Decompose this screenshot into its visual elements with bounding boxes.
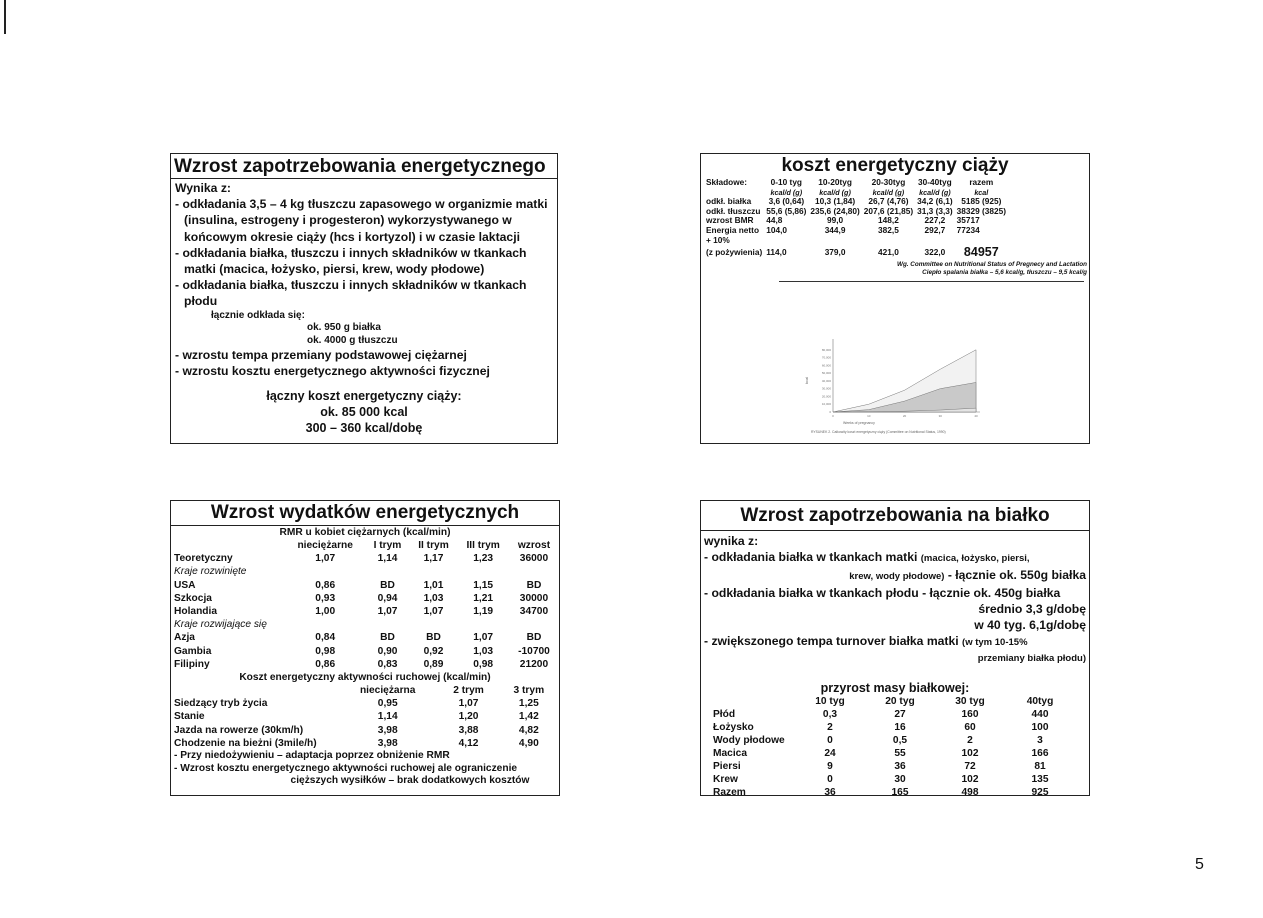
table-row [709, 747, 1075, 760]
bullet-item [704, 633, 1086, 651]
total-daily: 300 – 360 kcal/dobę [305, 420, 423, 435]
table-row [171, 658, 559, 671]
column-header: III trym [466, 540, 500, 551]
table-cell: 0,5 [892, 735, 908, 746]
bullet-continuation [704, 567, 1086, 585]
bullet-item: - wzrostu tempa przemiany podstawowej ciężarnej [175, 348, 467, 363]
header-label: Składowe: [706, 177, 748, 187]
bullet-continuation: w 40 tyg. 6,1g/dobę [974, 618, 1086, 632]
y-tick-label: 10,000 [821, 402, 831, 407]
bullet-item: - odkładania białka, tłuszczu i innych składników w tkankach płodu [175, 278, 527, 309]
table-row [171, 631, 559, 644]
table-cell: 55,6 (5,86) [766, 205, 807, 216]
rmr-table-title: RMR u kobiet ciężarnych (kcal/min) [279, 527, 451, 538]
table-cell: 160 [961, 709, 979, 720]
table-cell: 292,7 [924, 224, 946, 235]
table-cell: 16 [894, 722, 906, 733]
table-row [704, 226, 1008, 236]
unit-label: kcal/d (g) [770, 187, 803, 197]
column-header: nieciężarna [359, 685, 416, 697]
table-cell: 24 [824, 748, 836, 759]
table-cell: BD [380, 579, 395, 591]
row-label: Razem [713, 787, 746, 796]
table-cell: 0,92 [423, 645, 444, 657]
table-cell: 36 [824, 787, 836, 796]
rmr-table [171, 539, 559, 671]
table-cell: 4,12 [458, 737, 479, 749]
column-header: 2 trym [453, 685, 484, 697]
row-label: Kraje rozwinięte [174, 566, 247, 578]
table-cell: 0,95 [377, 698, 398, 710]
slide-energy-expenditure [170, 500, 560, 796]
deposit-item: ok. 4000 g tłuszczu [307, 334, 398, 346]
column-header: II trym [418, 540, 449, 551]
table-cell: 3,6 (0,64) [768, 196, 805, 207]
slide-title: koszt energetyczny ciąży [781, 155, 1009, 176]
unit-label: kcal/d (g) [819, 187, 851, 197]
activity-table-title: Koszt energetyczny aktywności ruchowej (kcal/min) [239, 672, 491, 684]
table-cell: 1,07 [473, 632, 494, 644]
table-cell: 4,90 [518, 737, 539, 749]
column-header: 20 tyg [885, 696, 915, 707]
table-cell: 34,2 (6,1) [917, 196, 953, 207]
slide-energy-demand [170, 153, 558, 444]
row-label: Wody płodowe [713, 735, 785, 746]
row-label: Filipiny [174, 658, 210, 670]
x-axis-label: Weeks of pregnancy [843, 421, 875, 425]
table-cell: 4,82 [518, 724, 539, 736]
table-cell: 10,3 (1,84) [815, 196, 856, 207]
row-label: + 10% [706, 234, 730, 245]
table-cell: 1,07 [377, 606, 398, 618]
table-header-row [171, 684, 559, 697]
table-row [171, 710, 559, 723]
footnote: - Przy niedożywieniu – adaptacja poprzez obniżenie RMR [174, 750, 450, 762]
page-number: 5 [1195, 856, 1204, 873]
table-cell: 379,0 [824, 247, 846, 258]
table-header-row [171, 539, 559, 552]
row-label: Energia netto [706, 224, 760, 235]
divider [779, 281, 1084, 282]
slide-pregnancy-energy-cost [700, 153, 1090, 444]
bullet-text: - zwiększonego tempa turnover białka matki [704, 634, 959, 648]
row-label: USA [174, 579, 196, 591]
table-cell: 148,2 [878, 215, 899, 226]
row-label: Siedzący tryb życia [174, 698, 268, 710]
table-cell: 1,15 [473, 579, 494, 591]
source-note: Wg. Committee on Nutritional Status of Pregnecy and Lactation [897, 261, 1087, 269]
table-cell: 35717 [956, 215, 980, 226]
bullet-item: - odkładania 3,5 – 4 kg tłuszczu zapasowego w organizmie matki (insulina, estrogeny i progesteron) wykorzystywanego w końcowym okresie ciąży (hcs i kortyzol) i w czasie laktacji [175, 197, 548, 244]
row-label: Macica [713, 748, 747, 759]
bullet-text: - łącznie ok. 550g białka [947, 568, 1086, 582]
table-cell: 100 [1031, 722, 1049, 733]
table-cell: 344,9 [824, 224, 846, 235]
table-cell: 1,01 [423, 579, 444, 591]
activity-table-body [171, 697, 559, 750]
table-cell: 0,90 [377, 645, 398, 657]
total-kcal: ok. 85 000 kcal [320, 404, 408, 419]
bullet-item: - odkładania białka, tłuszczu i innych składników w tkankach matki (macica, łożysko, piersi, krew, wody płodowe) [175, 245, 527, 277]
activity-table [171, 684, 559, 750]
table-cell: 9 [827, 761, 833, 772]
table-cell: 1,20 [458, 711, 479, 723]
row-label: Azja [174, 632, 195, 644]
y-tick-label: 70,000 [821, 355, 831, 360]
table-cell: BD [380, 632, 395, 644]
row-label: wzrost BMR [706, 215, 754, 226]
y-tick-label: 50,000 [821, 371, 831, 376]
y-tick-label: 40,000 [821, 378, 831, 383]
energy-cost-chart [791, 324, 1071, 439]
row-label: Płód [713, 709, 736, 720]
table-cell: 60 [964, 722, 976, 733]
table-cell: 81 [1034, 761, 1046, 772]
column-header: 20-30tyg [871, 177, 906, 187]
table-cell: 0,3 [822, 709, 838, 720]
table-row [171, 552, 559, 565]
row-label: Teoretyczny [174, 553, 233, 565]
x-tick-label: 40 [974, 414, 978, 418]
table-cell: 382,5 [878, 224, 899, 235]
column-header: 10 tyg [815, 696, 845, 707]
protein-gain-table [709, 695, 1075, 796]
table-cell: 31,3 (3,3) [917, 205, 953, 216]
table-cell: 0 [827, 735, 833, 746]
table-cell: 34700 [519, 606, 549, 618]
table-cell: 1,19 [473, 606, 494, 618]
y-axis-label: kcal [804, 376, 809, 384]
table-cell: 102 [961, 774, 979, 785]
table-cell: 165 [891, 787, 909, 796]
table-cell: 1,07 [458, 698, 479, 710]
row-label: Szkocja [174, 592, 212, 604]
table-cell: 5185 (925) [961, 196, 1002, 207]
table-cell: 421,0 [878, 247, 899, 258]
table-cell: 1,07 [315, 553, 336, 565]
section-row [171, 618, 559, 631]
footnotes [171, 750, 559, 788]
bullet-small-text: (w tym 10-15% [962, 637, 1028, 648]
slide-title: Wzrost zapotrzebowania na białko [701, 501, 1089, 531]
table-cell: 1,25 [518, 698, 539, 710]
table-cell: 1,23 [473, 553, 494, 565]
row-label: Holandia [174, 606, 218, 618]
table-cell: 77234 [956, 224, 980, 235]
y-tick-label: 0 [829, 410, 831, 414]
slide-protein-demand [700, 500, 1090, 796]
column-header: 3 trym [513, 685, 545, 697]
column-header: 0-10 tyg [770, 177, 802, 187]
table-cell: 235,6 (24,80) [810, 205, 860, 216]
table-cell: 1,14 [377, 553, 398, 565]
bullet-text: - odkładania białka w tkankach matki [704, 550, 918, 564]
table-cell: BD [426, 632, 441, 644]
y-tick-label: 80,000 [821, 347, 831, 352]
table-row [171, 724, 559, 737]
source-note: Ciepło spalania białka – 5,6 kcal/g, tłuszczu – 9,5 kcal/g [922, 269, 1087, 277]
footnote: - Wzrost kosztu energetycznego aktywności ruchowej ale ograniczenie [174, 762, 518, 774]
table-cell: 3,88 [458, 724, 479, 736]
column-header: 30 tyg [955, 696, 985, 707]
unit-label: kcal/d (g) [872, 187, 905, 197]
table-cell: 166 [1031, 748, 1049, 759]
column-header: 10-20tyg [818, 177, 852, 187]
table-cell: 99,0 [826, 215, 844, 226]
bullet-small-text: krew, wody płodowe) [849, 571, 945, 582]
footnote-continuation: cięższych wysiłków – brak dodatkowych kosztów [290, 775, 530, 787]
table-cell: 55 [894, 748, 906, 759]
bullet-item [704, 549, 1086, 567]
chart-areas [833, 350, 976, 412]
table-row [171, 645, 559, 658]
row-label: Łożysko [713, 722, 754, 733]
y-tick-label: 60,000 [821, 363, 831, 368]
unit-label: kcal/d (g) [919, 187, 951, 197]
table-row [709, 708, 1075, 721]
table-cell: 1,17 [423, 553, 444, 565]
column-header: razem [969, 177, 994, 187]
table-row [709, 734, 1075, 747]
table-row [709, 721, 1075, 734]
row-label: Gambia [174, 645, 212, 657]
table-cell: 925 [1031, 787, 1049, 796]
table-row [171, 737, 559, 750]
table-cell: 114,0 [766, 247, 787, 258]
table-cell: 1,00 [315, 606, 336, 618]
table-cell: 207,6 (21,85) [863, 205, 914, 216]
table-header-row [709, 695, 1075, 708]
table-cell: BD [526, 632, 542, 644]
table-cell: BD [526, 579, 542, 591]
table-cell: 36000 [519, 553, 549, 565]
unit-label: kcal [974, 187, 989, 197]
table-row [709, 786, 1075, 796]
table-header-row [704, 178, 1008, 188]
table-row [704, 245, 1008, 261]
table-row [171, 592, 559, 605]
table-cell: 322,0 [924, 247, 946, 258]
column-header: 40tyg [1026, 696, 1054, 707]
column-header: wzrost [517, 540, 551, 551]
table-cell: 1,42 [518, 711, 539, 723]
protein-table-body [709, 708, 1075, 796]
row-label: Piersi [713, 761, 741, 772]
table-cell: 27 [894, 709, 906, 720]
row-label: Chodzenie na bieżni (3mile/h) [174, 737, 317, 749]
table-cell: 30 [894, 774, 906, 785]
protein-table-title: przyrost masy białkowej: [820, 681, 970, 695]
row-label: Krew [713, 774, 738, 785]
y-tick-label: 20,000 [821, 394, 831, 399]
table-cell: 30000 [519, 592, 549, 604]
table-row [171, 605, 559, 618]
slide-body [171, 179, 557, 437]
rmr-table-body [171, 552, 559, 671]
total-cost [175, 388, 553, 436]
row-label: Kraje rozwijające się [174, 619, 267, 631]
intro-text: Wynika z: [175, 181, 231, 195]
table-cell: 0,93 [315, 592, 336, 604]
x-tick-label: 0 [832, 414, 834, 418]
slide-title: Wzrost wydatków energetycznych [171, 501, 559, 526]
section-row [171, 565, 559, 578]
bullet-item: - odkładania białka w tkankach płodu - łącznie ok. 450g białka [704, 586, 1061, 600]
table-cell: 3,98 [377, 737, 398, 749]
table-row [709, 760, 1075, 773]
table-cell: 2 [967, 735, 973, 746]
bullet-continuation: średnio 3,3 g/dobę [978, 602, 1086, 616]
x-tick-label: 30 [938, 414, 942, 418]
bullet-continuation: przemiany białka płodu) [977, 653, 1086, 664]
table-cell: 102 [961, 748, 979, 759]
table-cell: 135 [1031, 774, 1049, 785]
y-tick-label: 30,000 [821, 386, 831, 391]
table-cell: 227,2 [924, 215, 946, 226]
table-cell: 104,0 [766, 224, 788, 235]
table-cell: 3 [1037, 735, 1043, 746]
table-cell: 440 [1031, 709, 1049, 720]
table-cell: 0 [827, 774, 833, 785]
table-cell: 1,03 [423, 592, 444, 604]
x-tick-label: 10 [867, 414, 871, 418]
column-header: nieciężarne [297, 540, 353, 551]
scan-edge-mark [4, 0, 6, 34]
table-cell: 0,94 [377, 592, 398, 604]
table-cell: 0,86 [315, 579, 336, 591]
column-header: 30-40tyg [918, 177, 952, 187]
bullet-item: - wzrostu kosztu energetycznego aktywności fizycznej [175, 364, 490, 379]
intro-text: wynika z: [704, 534, 759, 548]
chart-caption: RYSUNEK 2. Całkowity koszt energetyczny ciąży (Committee on Nutritional Status, 1990) [811, 430, 946, 434]
table-cell: 1,21 [473, 592, 494, 604]
deposit-item: ok. 950 g białka [307, 322, 381, 334]
slide-title: Wzrost zapotrzebowania energetycznego [171, 154, 557, 179]
row-label: Stanie [174, 711, 205, 723]
table-cell: 3,98 [377, 724, 398, 736]
row-label: (z pożywienia) [706, 247, 763, 258]
total-label: łączny koszt energetyczny ciąży: [266, 388, 462, 403]
table-cell: 1,03 [473, 645, 494, 657]
row-label: Jazda na rowerze (30km/h) [174, 724, 304, 736]
energy-cost-table [704, 178, 1008, 261]
table-row [171, 579, 559, 592]
table-cell: 0,84 [315, 632, 336, 644]
slide-body [701, 531, 1089, 669]
row-label: odkł. tłuszczu [706, 205, 761, 216]
table-row [171, 697, 559, 710]
table-cell: 498 [961, 787, 979, 796]
total-cell: 84957 [963, 245, 999, 260]
table-cell: 0,83 [377, 658, 398, 670]
bullet-small-text: (macica, łożysko, piersi, [920, 553, 1030, 564]
table-cell: 0,98 [473, 658, 494, 670]
row-label: odkł. białka [706, 196, 752, 207]
table-row [704, 236, 1008, 246]
table-cell: 72 [964, 761, 976, 772]
table-cell: 0,98 [315, 645, 336, 657]
table-cell: 0,86 [315, 658, 336, 670]
table-row [709, 773, 1075, 786]
table-cell: -10700 [518, 645, 550, 657]
table-cell: 1,07 [423, 606, 444, 618]
table-cell: 26,7 (4,76) [868, 196, 909, 207]
table-cell: 38329 (3825) [956, 205, 1006, 216]
column-header: I trym [373, 540, 402, 551]
table-cell: 1,14 [377, 711, 398, 723]
table-cell: 44,8 [766, 215, 783, 226]
table-cell: 0,89 [423, 658, 444, 670]
table-cell: 36 [894, 761, 906, 772]
deposit-label: łącznie odkłada się: [211, 309, 305, 321]
x-tick-label: 20 [902, 414, 907, 418]
table-cell: 2 [827, 722, 833, 733]
table-cell: 21200 [519, 658, 549, 670]
